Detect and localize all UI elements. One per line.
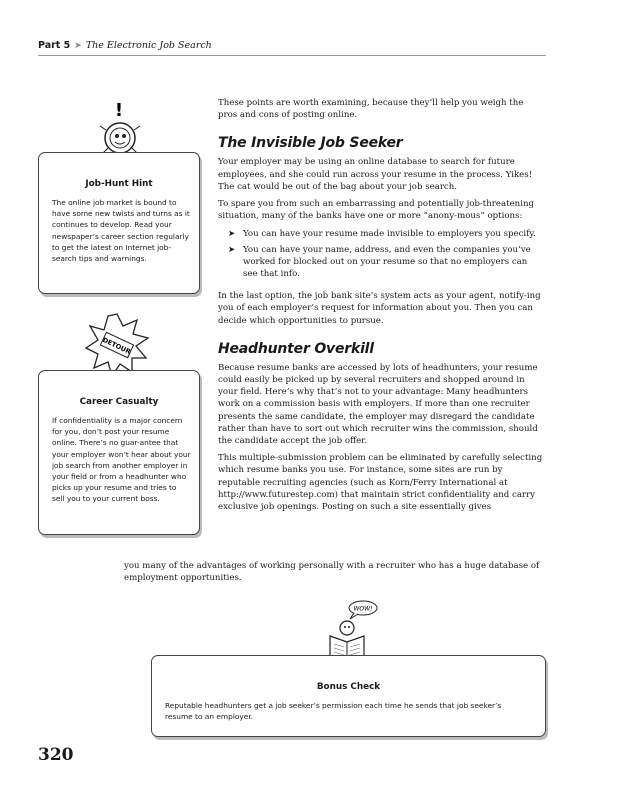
paragraph: Your employer may be using an online database to search for future employees, and she could run across your resume in the process. Yikes! The cat would be out of the bag about your job search.	[218, 157, 533, 192]
list-item-text: You can have your resume made invisible to employers you specify.	[243, 229, 536, 240]
paragraph: In the last option, the job bank site’s system acts as your agent, notify-ing you of each employer’s request for information about you. Then you can decide which opportunities to pursue.	[218, 291, 541, 326]
main-column	[218, 97, 544, 513]
header-rule	[38, 55, 546, 56]
header-section: The Electronic Job Search	[85, 40, 212, 51]
intro-paragraph: These points are worth examining, because they’ll help you weigh the pros and cons of posting online.	[218, 98, 524, 121]
bullet-arrow-icon: ➤	[228, 244, 236, 255]
sidebar-text: The online job market is bound to have some new twists and turns as it continues to develop. Read your newspaper’s career section regularly to get the latest on Internet job-search tips and warnings.	[52, 198, 190, 264]
page-number: 320	[38, 745, 74, 765]
options-list	[218, 228, 544, 280]
speech-bubble-text: WOW!	[353, 605, 373, 613]
list-item	[218, 244, 544, 281]
exclamation-mark: !	[114, 100, 124, 121]
sidebar-bonus-check	[151, 655, 546, 737]
header-arrow-icon: ➤	[74, 41, 82, 51]
section-heading-invisible: The Invisible Job Seeker	[218, 135, 403, 152]
sidebar-text: If confidentiality is a major concern for you, don’t post your resume online. There’s no guar-antee that your employer won’t hear about your job search from another employer in your field or from a headhunter who picks up your resume and tries to sell you to your current boss.	[52, 416, 191, 504]
running-header	[38, 40, 212, 51]
sidebar-title: Career Casualty	[79, 397, 159, 407]
continued-paragraph	[124, 560, 548, 584]
section-heading-headhunter: Headhunter Overkill	[218, 340, 374, 357]
stamp-text: DETOUR	[101, 335, 132, 356]
sidebar-title: Bonus Check	[316, 682, 381, 692]
paragraph: To spare you from such an embarrassing and potentially job-threatening situation, many of the banks have one or more “anony-mous” options:	[218, 199, 534, 222]
sidebar-career-casualty	[38, 370, 200, 535]
sidebar-text: Reputable headhunters get a job seeker’s permission each time he sends that job seeker’s resume to an employer.	[165, 701, 502, 722]
bullet-arrow-icon: ➤	[228, 229, 236, 240]
list-item-text: You can have your name, address, and even the companies you’ve worked for blocked out on your resume so that no employers can see that info.	[243, 244, 531, 280]
paragraph: Because resume banks are accessed by lots of headhunters, your resume could easily be picked up by several recruiters and shopped around in your field. Here’s why that’s not to your advantage: Many headhunters work on a commission basis with employers. If more than one recruiter presents the same candidate, the employer may disregard the candidate rather than have to sort out which recruiter wins the commission, should the candidate accept the job offer.	[218, 362, 538, 447]
sidebar-title: Job-Hunt Hint	[85, 179, 153, 189]
list-item	[218, 228, 544, 240]
header-part: Part 5	[38, 40, 71, 51]
sidebar-job-hunt-hint	[38, 152, 200, 294]
paragraph: you many of the advantages of working personally with a recruiter who has a huge database of employment opportunities.	[124, 561, 540, 584]
paragraph: This multiple-submission problem can be eliminated by carefully selecting which resume banks you use. For instance, some sites are run by reputable recruiting agencies (such as Korn/Ferry International at http://www.futurestep.com) that maintain strict confidentiality and carry exclusive job openings. Posting on such a site essentially gives	[218, 453, 543, 513]
